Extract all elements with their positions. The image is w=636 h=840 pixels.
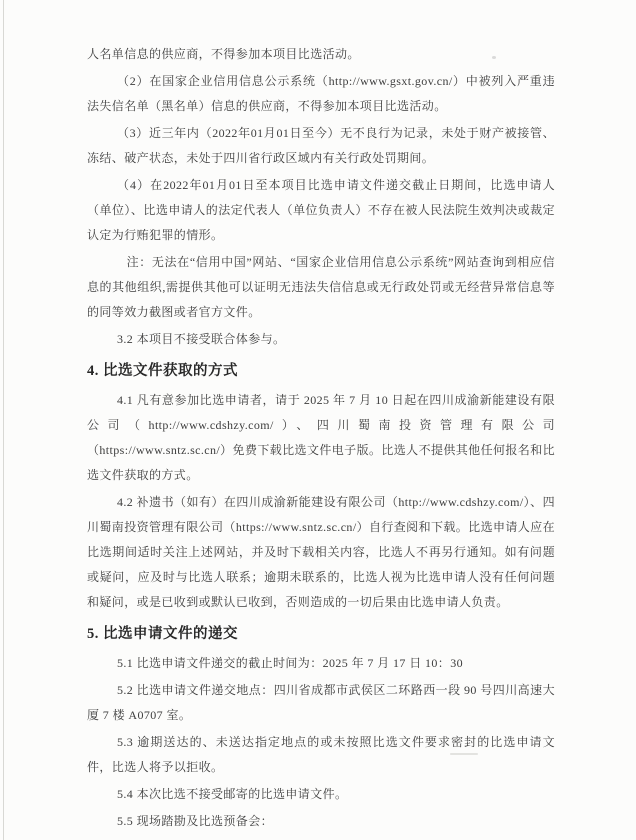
clause-3-2: 3.2 本项目不接受联合体参与。 xyxy=(117,332,286,346)
section-5-heading: 5. 比选申请文件的递交 xyxy=(87,626,238,642)
note-paragraph: 注：无法在“信用中国”网站、“国家企业信用信息公示系统”网站查询到相应信息的其他组织,需提供其他可以证明无违法失信信息或无行政处罚或无经营异常信息等的同等效力截图或者官方文件。 xyxy=(87,255,555,319)
clause-item-4: （4）在2022年01月01日至本项目比选申请文件递交截止日期间，比选申请人（单位）、比选申请人的法定代表人（单位负责人）不存在被人民法院生效判决或裁定认定为行贿犯罪的情形。 xyxy=(87,178,555,242)
clause-item-3: （3）近三年内（2022年01月01日至今）无不良行为记录，未处于财产被接管、冻结、破产状态，未处于四川省行政区域内有关行政处罚期间。 xyxy=(87,126,555,165)
scan-edge-line xyxy=(3,0,4,840)
clause-5-1: 5.1 比选申请文件递交的截止时间为：2025 年 7 月 17 日 10：30 xyxy=(117,656,464,670)
document-content xyxy=(87,42,555,836)
section-4-heading: 4. 比选文件获取的方式 xyxy=(87,363,238,379)
clause-5-5: 5.5 现场踏勘及比选预备会： xyxy=(117,814,274,828)
clause-5-3: 5.3 逾期送达的、未送达指定地点的或未按照比选文件要求密封的比选申请文件，比选人将予以拒收。 xyxy=(87,735,555,774)
clause-5-4: 5.4 本次比选不接受邮寄的比选申请文件。 xyxy=(117,787,348,801)
clause-5-2: 5.2 比选申请文件递交地点：四川省成都市武侯区二环路西一段 90 号四川高速大厦 7 楼 A0707 室。 xyxy=(87,683,555,722)
clause-item-2: （2）在国家企业信用信息公示系统（http://www.gsxt.gov.cn/）中被列入严重违法失信名单（黑名单）信息的供应商，不得参加本项目比选活动。 xyxy=(87,74,555,113)
clause-4-2: 4.2 补遗书（如有）在四川成渝新能建设有限公司（http://www.cdshzy.com/）、四川蜀南投资管理有限公司（https://www.sntz.sc.cn/）自行查阅和下载。比选申请人应在比选期间适时关注上述网站，并及时下载相关内容，比选人不再另行通知。如有问题或疑问，应及时与比选人联系；逾期未联系的，比选人视为比选申请人没有任何问题和疑问，或是已收到或默认已收到，否则造成的一切后果由比选申请人负责。 xyxy=(87,495,555,609)
clause-4-1: 4.1 凡有意参加比选申请者，请于 2025 年 7 月 10 日起在四川成渝新能建设有限公司（http://www.cdshzy.com/）、四川蜀南投资管理有限公司（https://www.sntz.sc.cn/）免费下载比选文件电子版。比选人不提供其他任何报名和比选文件获取的方式。 xyxy=(87,393,555,482)
clause-continuation-text: 人名单信息的供应商，不得参加本项目比选活动。 xyxy=(87,47,360,61)
